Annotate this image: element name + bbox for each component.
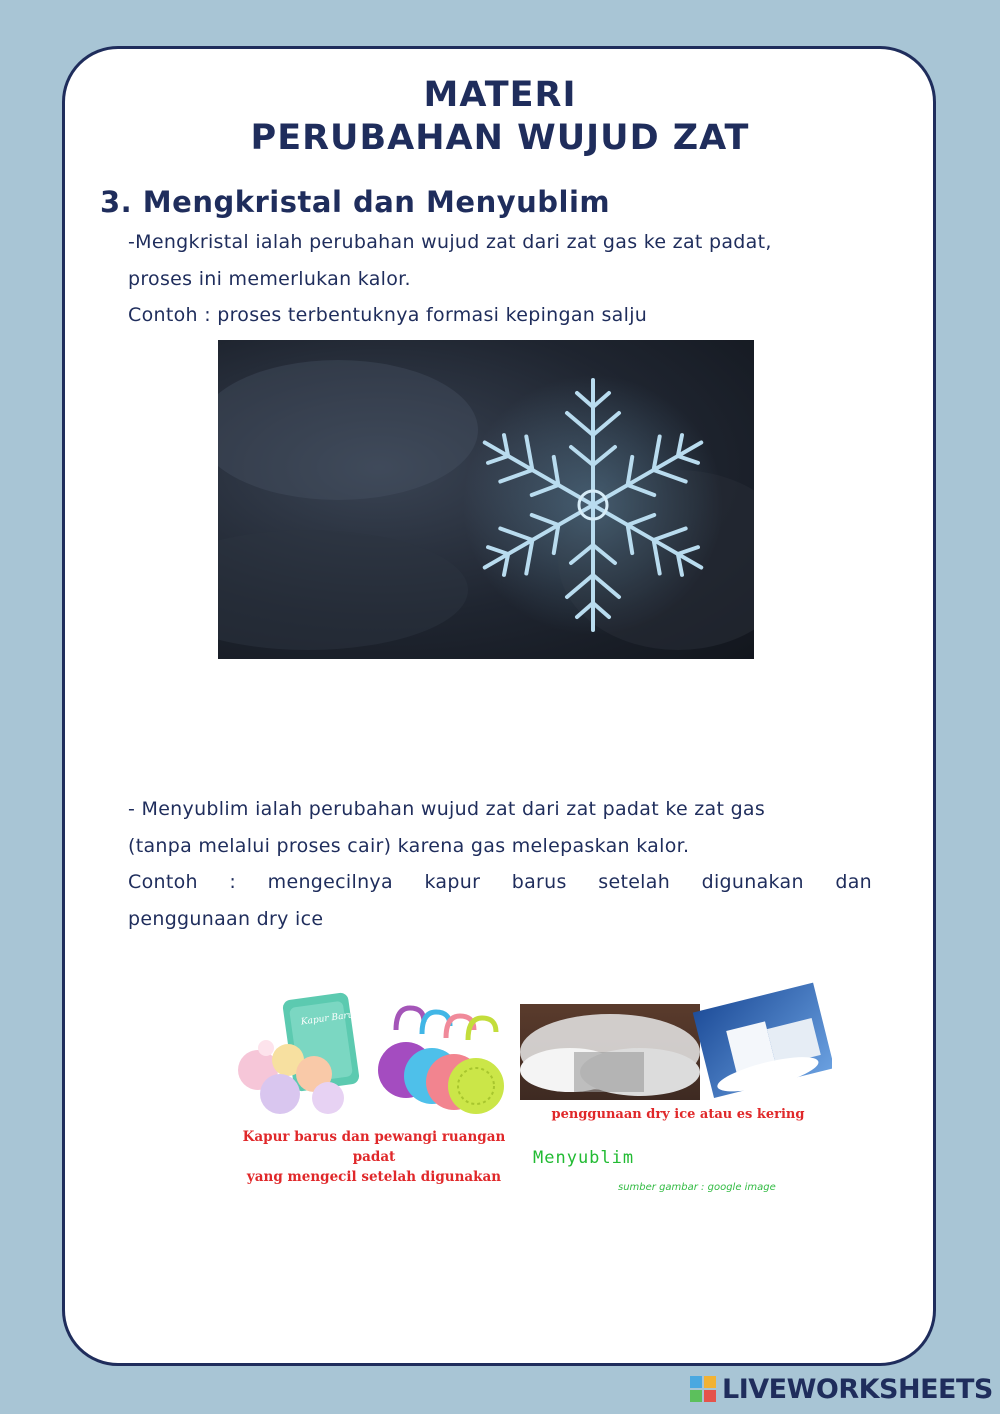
dry-ice-smoke-icon [520, 1004, 700, 1100]
kapur-barus-caption [238, 1127, 510, 1187]
menyublim-example: Contoh : mengecilnya kapur barus setelah digunakan dan [128, 871, 872, 893]
title-line-1: MATERI [423, 75, 577, 115]
dry-ice-caption: penggunaan dry ice atau es kering [551, 1107, 805, 1122]
menyublim-label: Menyublim [533, 1148, 635, 1168]
package-label: Kapur Barus [300, 1009, 359, 1028]
menyublim-line-2: (tanpa melalui proses cair) karena gas melepaskan kalor. [128, 834, 690, 857]
title-line-2: PERUBAHAN WUJUD ZAT [250, 118, 750, 158]
dry-ice-photos [520, 982, 832, 1102]
image-source: sumber gambar : google image [618, 1182, 776, 1193]
mengkristal-line-2: proses ini memerlukan kalor. [128, 267, 411, 290]
kapur-caption-line-1: Kapur barus dan pewangi ruangan padat [242, 1129, 506, 1165]
kapur-barus-illustration [236, 990, 506, 1118]
snowflake-photo [218, 340, 754, 659]
mengkristal-line-1: -Mengkristal ialah perubahan wujud zat dari zat gas ke zat padat, [128, 231, 772, 253]
watermark-text: LIVEWORKSHEETS [722, 1373, 993, 1405]
menyublim-paragraph [128, 791, 872, 937]
mengkristal-example: Contoh : proses terbentuknya formasi kepingan salju [128, 304, 648, 326]
air-freshener-icon [378, 1008, 504, 1114]
snowflake-icon [218, 340, 754, 659]
menyublim-example-cont: penggunaan dry ice [128, 907, 324, 930]
kapur-caption-line-2: yang mengecil setelah digunakan [246, 1169, 502, 1185]
page-title [0, 74, 1000, 160]
section-heading: 3. Mengkristal dan Menyublim [100, 185, 611, 219]
liveworksheets-logo-icon [690, 1376, 716, 1402]
menyublim-line-1: - Menyublim ialah perubahan wujud zat dari zat padat ke zat gas [128, 798, 766, 820]
dry-ice-block-icon [693, 983, 832, 1100]
liveworksheets-watermark [690, 1372, 993, 1406]
mengkristal-paragraph [128, 224, 888, 334]
